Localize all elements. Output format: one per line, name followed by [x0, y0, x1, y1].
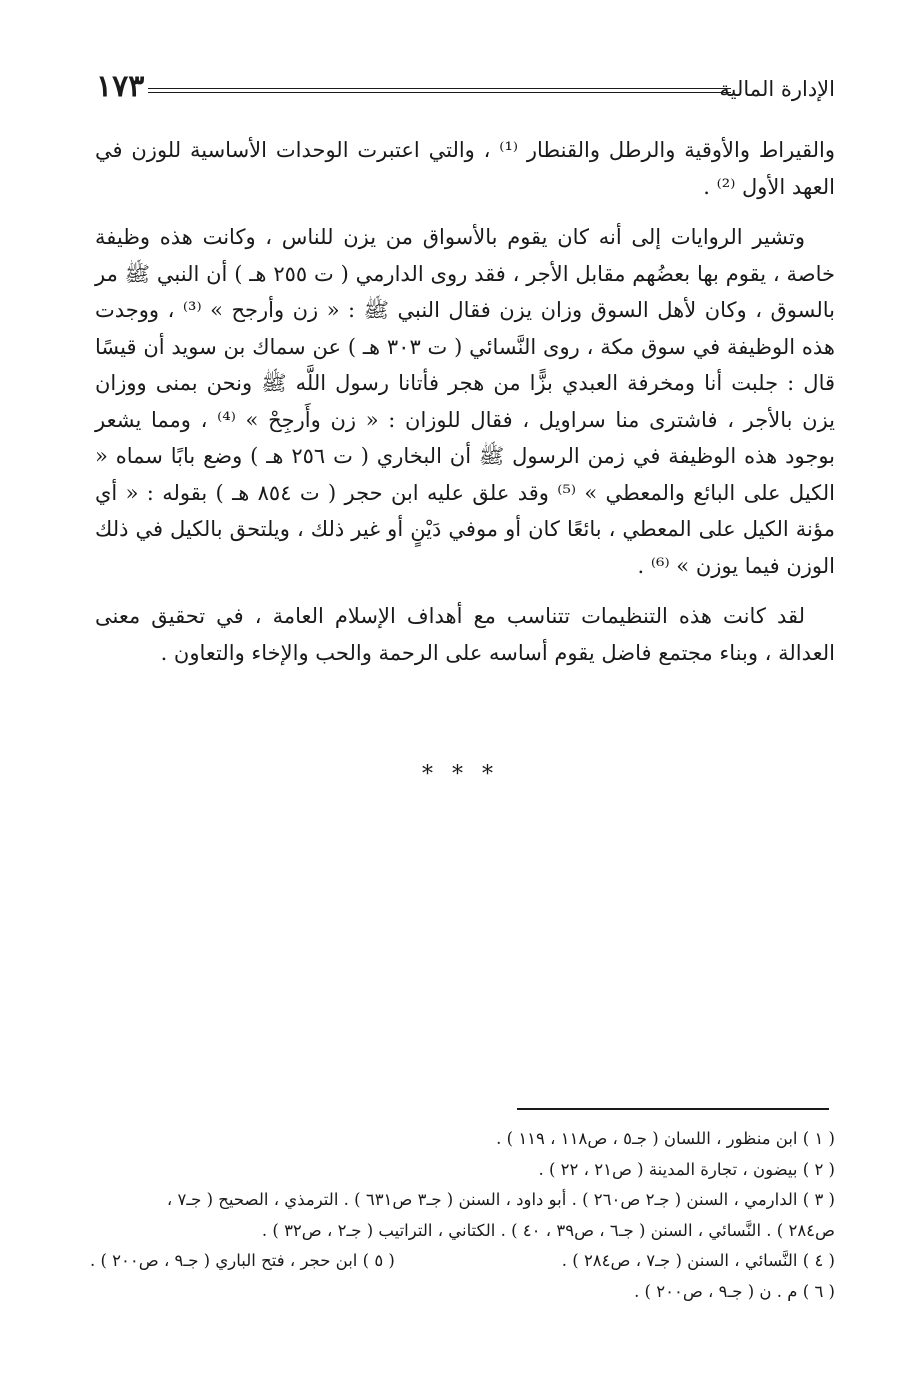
paragraph-3: لقد كانت هذه التنظيمات تتناسب مع أهداف الإسلام العامة ، في تحقيق معنى العدالة ، وبناء مجتمع فاضل يقوم أساسه على الرحمة والحب والإخاء والتعاون . — [95, 604, 835, 665]
running-title: الإدارة المالية — [719, 77, 835, 101]
paragraph-1: والقيراط والأوقية والرطل والقنطار ⁽¹⁾ ، والتي اعتبرت الوحدات الأساسية للوزن في العهد الأول ⁽²⁾ . — [95, 138, 835, 199]
page-number: ١٧٣ — [96, 69, 145, 104]
footnote-1: ( ١ ) ابن منظور ، اللسان ( جـ٥ ، ص١١٨ ، ١١٩ ) . — [496, 1129, 835, 1148]
footnote-row-4-5 — [90, 1246, 835, 1277]
footnote-3-line-2: ص٢٨٤ ) . النَّسائي ، السنن ( جـ٦ ، ص٣٩ ، ٤٠ ) . الكتاني ، التراتيب ( جـ٢ ، ص٣٢ ) . — [261, 1220, 835, 1240]
header-rule — [148, 88, 731, 93]
paragraph-2: وتشير الروايات إلى أنه كان يقوم بالأسواق من يزن للناس ، وكانت هذه وظيفة خاصة ، يقوم بها بعضُهم مقابل الأجر ، فقد روى الدارمي ( ت ٢٥٥ هـ ) أن النبي ﷺ مر بالسوق ، وكان لأهل السوق وزان يزن فقال النبي ﷺ : « زن وأرجح » ⁽³⁾ ، ووجدت هذه الوظيفة في سوق مكة ، روى النَّسائي ( ت ٣٠٣ هـ ) عن سماك بن سويد أن قيسًا قال : جلبت أنا ومخرفة العبدي بزًّا من هجر فأتانا رسول اللَّه ﷺ ونحن بمنى ووزان يزن بالأجر ، فاشترى منا سراويل ، فقال للوزان : « زن وأَرجِحْ » ⁽⁴⁾ ، ومما يشعر بوجود هذه الوظيفة في زمن الرسول ﷺ أن البخاري ( ت ٢٥٦ هـ ) وضع بابًا سماه « الكيل على البائع والمعطي » ⁽⁵⁾ وقد علق عليه ابن حجر ( ت ٨٥٤ هـ ) بقوله : « أي مؤنة الكيل على المعطي ، بائعًا كان أو موفي دَيْنٍ أو غير ذلك ، ويلتحق بالكيل في ذلك الوزن فيما يوزن » ⁽⁶⁾ . — [95, 225, 836, 578]
page-header — [96, 69, 835, 114]
footnote-rule — [517, 1108, 829, 1110]
footnote-6: ( ٦ ) م . ن ( جـ٩ ، ص٢٠٠ ) . — [634, 1281, 835, 1301]
footnote-3-line-1: ( ٣ ) الدارمي ، السنن ( جـ٢ ص٢٦٠ ) . أبو داود ، السنن ( جـ٣ ص٦٣١ ) . الترمذي ، الصحيح ( جـ٧ ، — [166, 1190, 835, 1209]
footnote-5: ( ٥ ) ابن حجر ، فتح الباري ( جـ٩ ، ص٢٠٠ ) . — [90, 1251, 395, 1270]
section-separator: * * * — [422, 762, 499, 787]
body-text — [95, 132, 835, 685]
footnote-2: ( ٢ ) بيضون ، تجارة المدينة ( ص٢١ ، ٢٢ ) . — [538, 1159, 835, 1179]
footnote-4: ( ٤ ) النَّسائي ، السنن ( جـ٧ ، ص٢٨٤ ) . — [561, 1251, 835, 1270]
footnotes — [90, 1124, 835, 1307]
